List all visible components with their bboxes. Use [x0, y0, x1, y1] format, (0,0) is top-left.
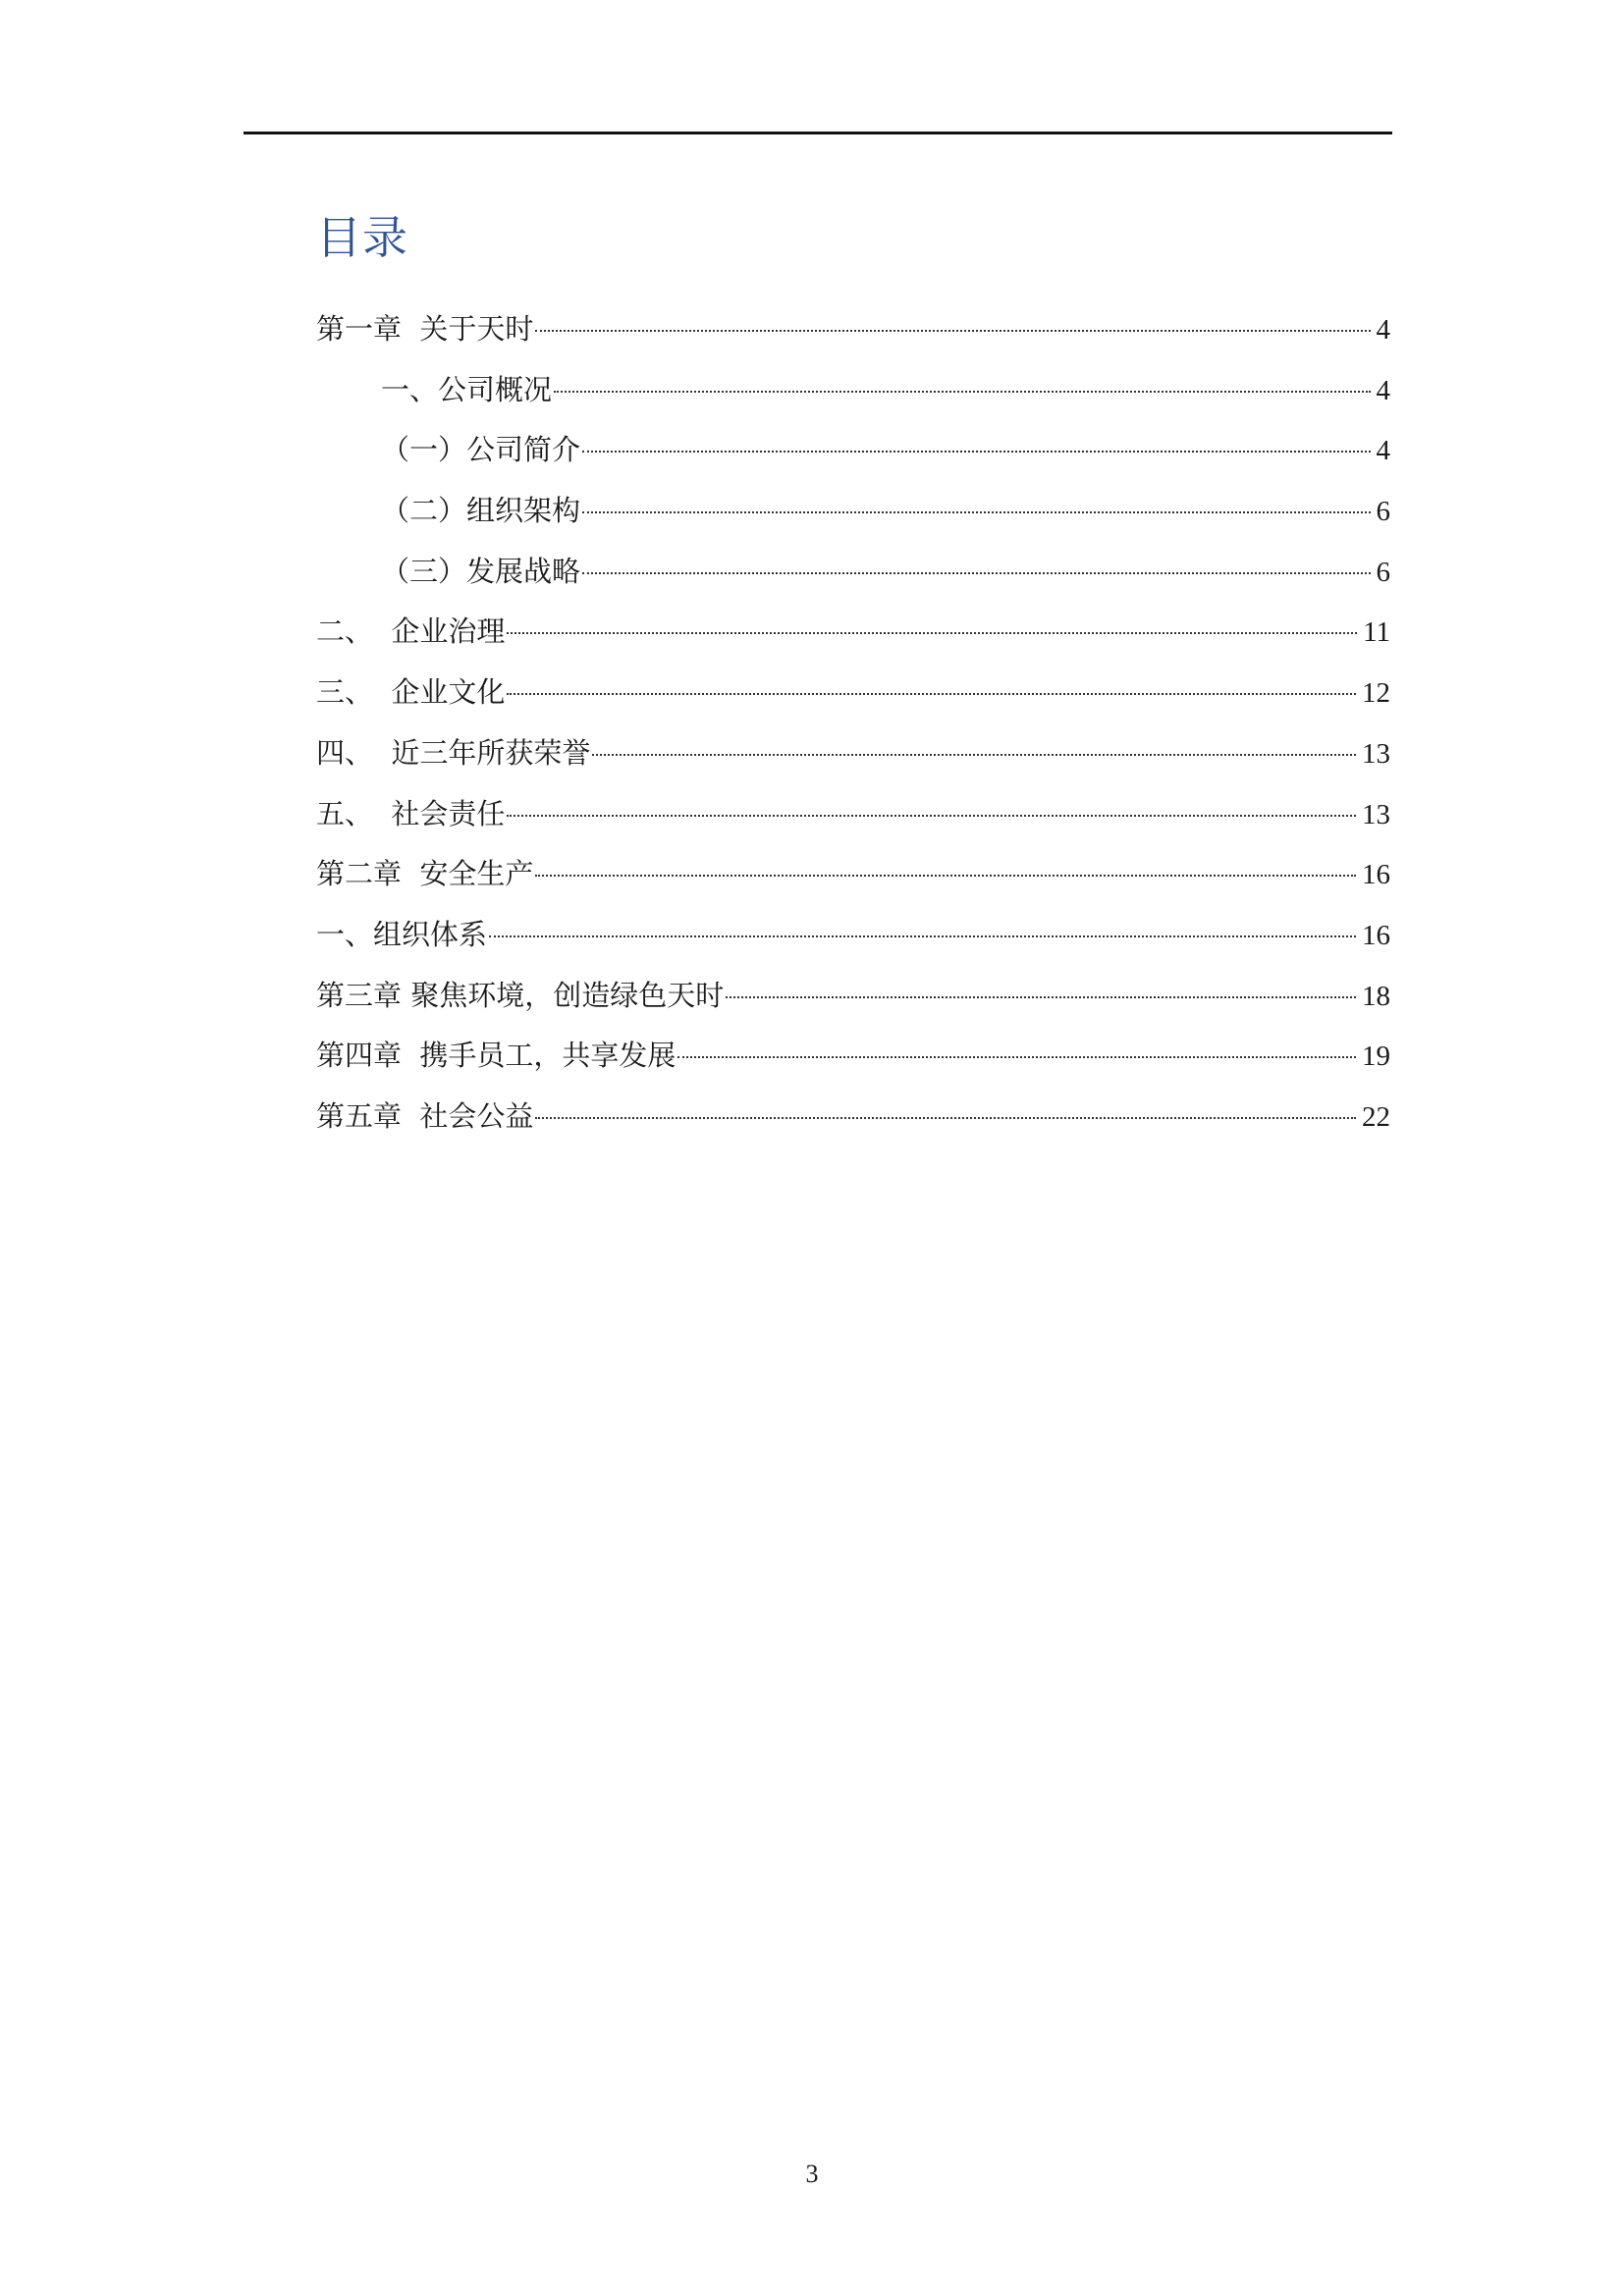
dot-leader	[489, 935, 1356, 937]
toc-entry-page: 19	[1362, 1041, 1390, 1073]
toc-entry-label: 第四章 携手员工，共享发展	[316, 1039, 677, 1073]
toc-entry-page: 6	[1376, 556, 1390, 588]
toc-entry-page: 4	[1376, 374, 1390, 406]
toc-entry-page: 13	[1362, 798, 1390, 830]
toc-entry-page: 13	[1362, 737, 1390, 770]
toc-entry-page: 16	[1362, 859, 1390, 891]
dot-leader	[507, 693, 1356, 695]
toc-entry[interactable]	[316, 975, 1390, 1036]
toc-entry[interactable]	[316, 308, 1390, 369]
header-rule	[244, 132, 1392, 134]
dot-leader	[582, 511, 1370, 513]
toc-entry[interactable]	[316, 914, 1390, 975]
toc-entry-label: 一、公司概况	[381, 372, 553, 406]
dot-leader	[535, 1117, 1356, 1119]
dot-leader	[582, 572, 1370, 574]
toc-entry[interactable]	[316, 853, 1390, 914]
toc-entry-page: 4	[1376, 435, 1390, 467]
page-number: 3	[805, 2160, 819, 2188]
toc-entry-label: 五、 社会责任	[316, 796, 506, 830]
toc-entry[interactable]	[316, 1095, 1390, 1156]
toc-entry[interactable]	[316, 1035, 1390, 1095]
dot-leader	[582, 451, 1370, 453]
toc-entry-page: 22	[1362, 1100, 1390, 1133]
toc-entry-label: 第三章 聚焦环境，创造绿色天时	[316, 978, 725, 1012]
toc-entry[interactable]	[316, 732, 1390, 793]
toc-entry-label: （一）公司简介	[381, 433, 581, 467]
toc-entry-page: 16	[1362, 919, 1390, 951]
toc-entry-label: 一、组织体系	[316, 917, 488, 951]
toc-entry-page: 4	[1376, 314, 1390, 346]
table-of-contents	[316, 308, 1390, 1156]
dot-leader	[507, 815, 1356, 817]
toc-entry-page: 12	[1362, 677, 1390, 710]
toc-entry[interactable]	[316, 611, 1390, 671]
dot-leader	[677, 1056, 1356, 1058]
toc-entry-label: 三、 企业文化	[316, 675, 506, 710]
toc-entry-label: 四、 近三年所获荣誉	[316, 735, 591, 770]
toc-entry[interactable]	[316, 369, 1390, 430]
toc-title: 目录	[316, 211, 408, 264]
toc-entry-page: 18	[1362, 980, 1390, 1012]
toc-entry-label: 二、 企业治理	[316, 614, 506, 649]
toc-entry-label: 第五章 社会公益	[316, 1098, 534, 1133]
dot-leader	[507, 632, 1357, 634]
toc-entry[interactable]	[316, 671, 1390, 732]
dot-leader	[554, 391, 1370, 393]
dot-leader	[535, 330, 1370, 332]
dot-leader	[592, 754, 1356, 756]
dot-leader	[726, 996, 1356, 998]
toc-entry[interactable]	[316, 429, 1390, 490]
toc-entry-label: 第一章 关于天时	[316, 312, 534, 346]
toc-entry-label: （三）发展战略	[381, 554, 581, 588]
toc-entry[interactable]	[316, 793, 1390, 854]
dot-leader	[535, 875, 1356, 877]
toc-entry-page: 6	[1376, 496, 1390, 528]
toc-entry[interactable]	[316, 490, 1390, 551]
toc-entry-page: 11	[1363, 616, 1390, 649]
toc-entry-label: 第二章 安全生产	[316, 857, 534, 891]
toc-entry[interactable]	[316, 551, 1390, 612]
toc-entry-label: （二）组织架构	[381, 494, 581, 528]
